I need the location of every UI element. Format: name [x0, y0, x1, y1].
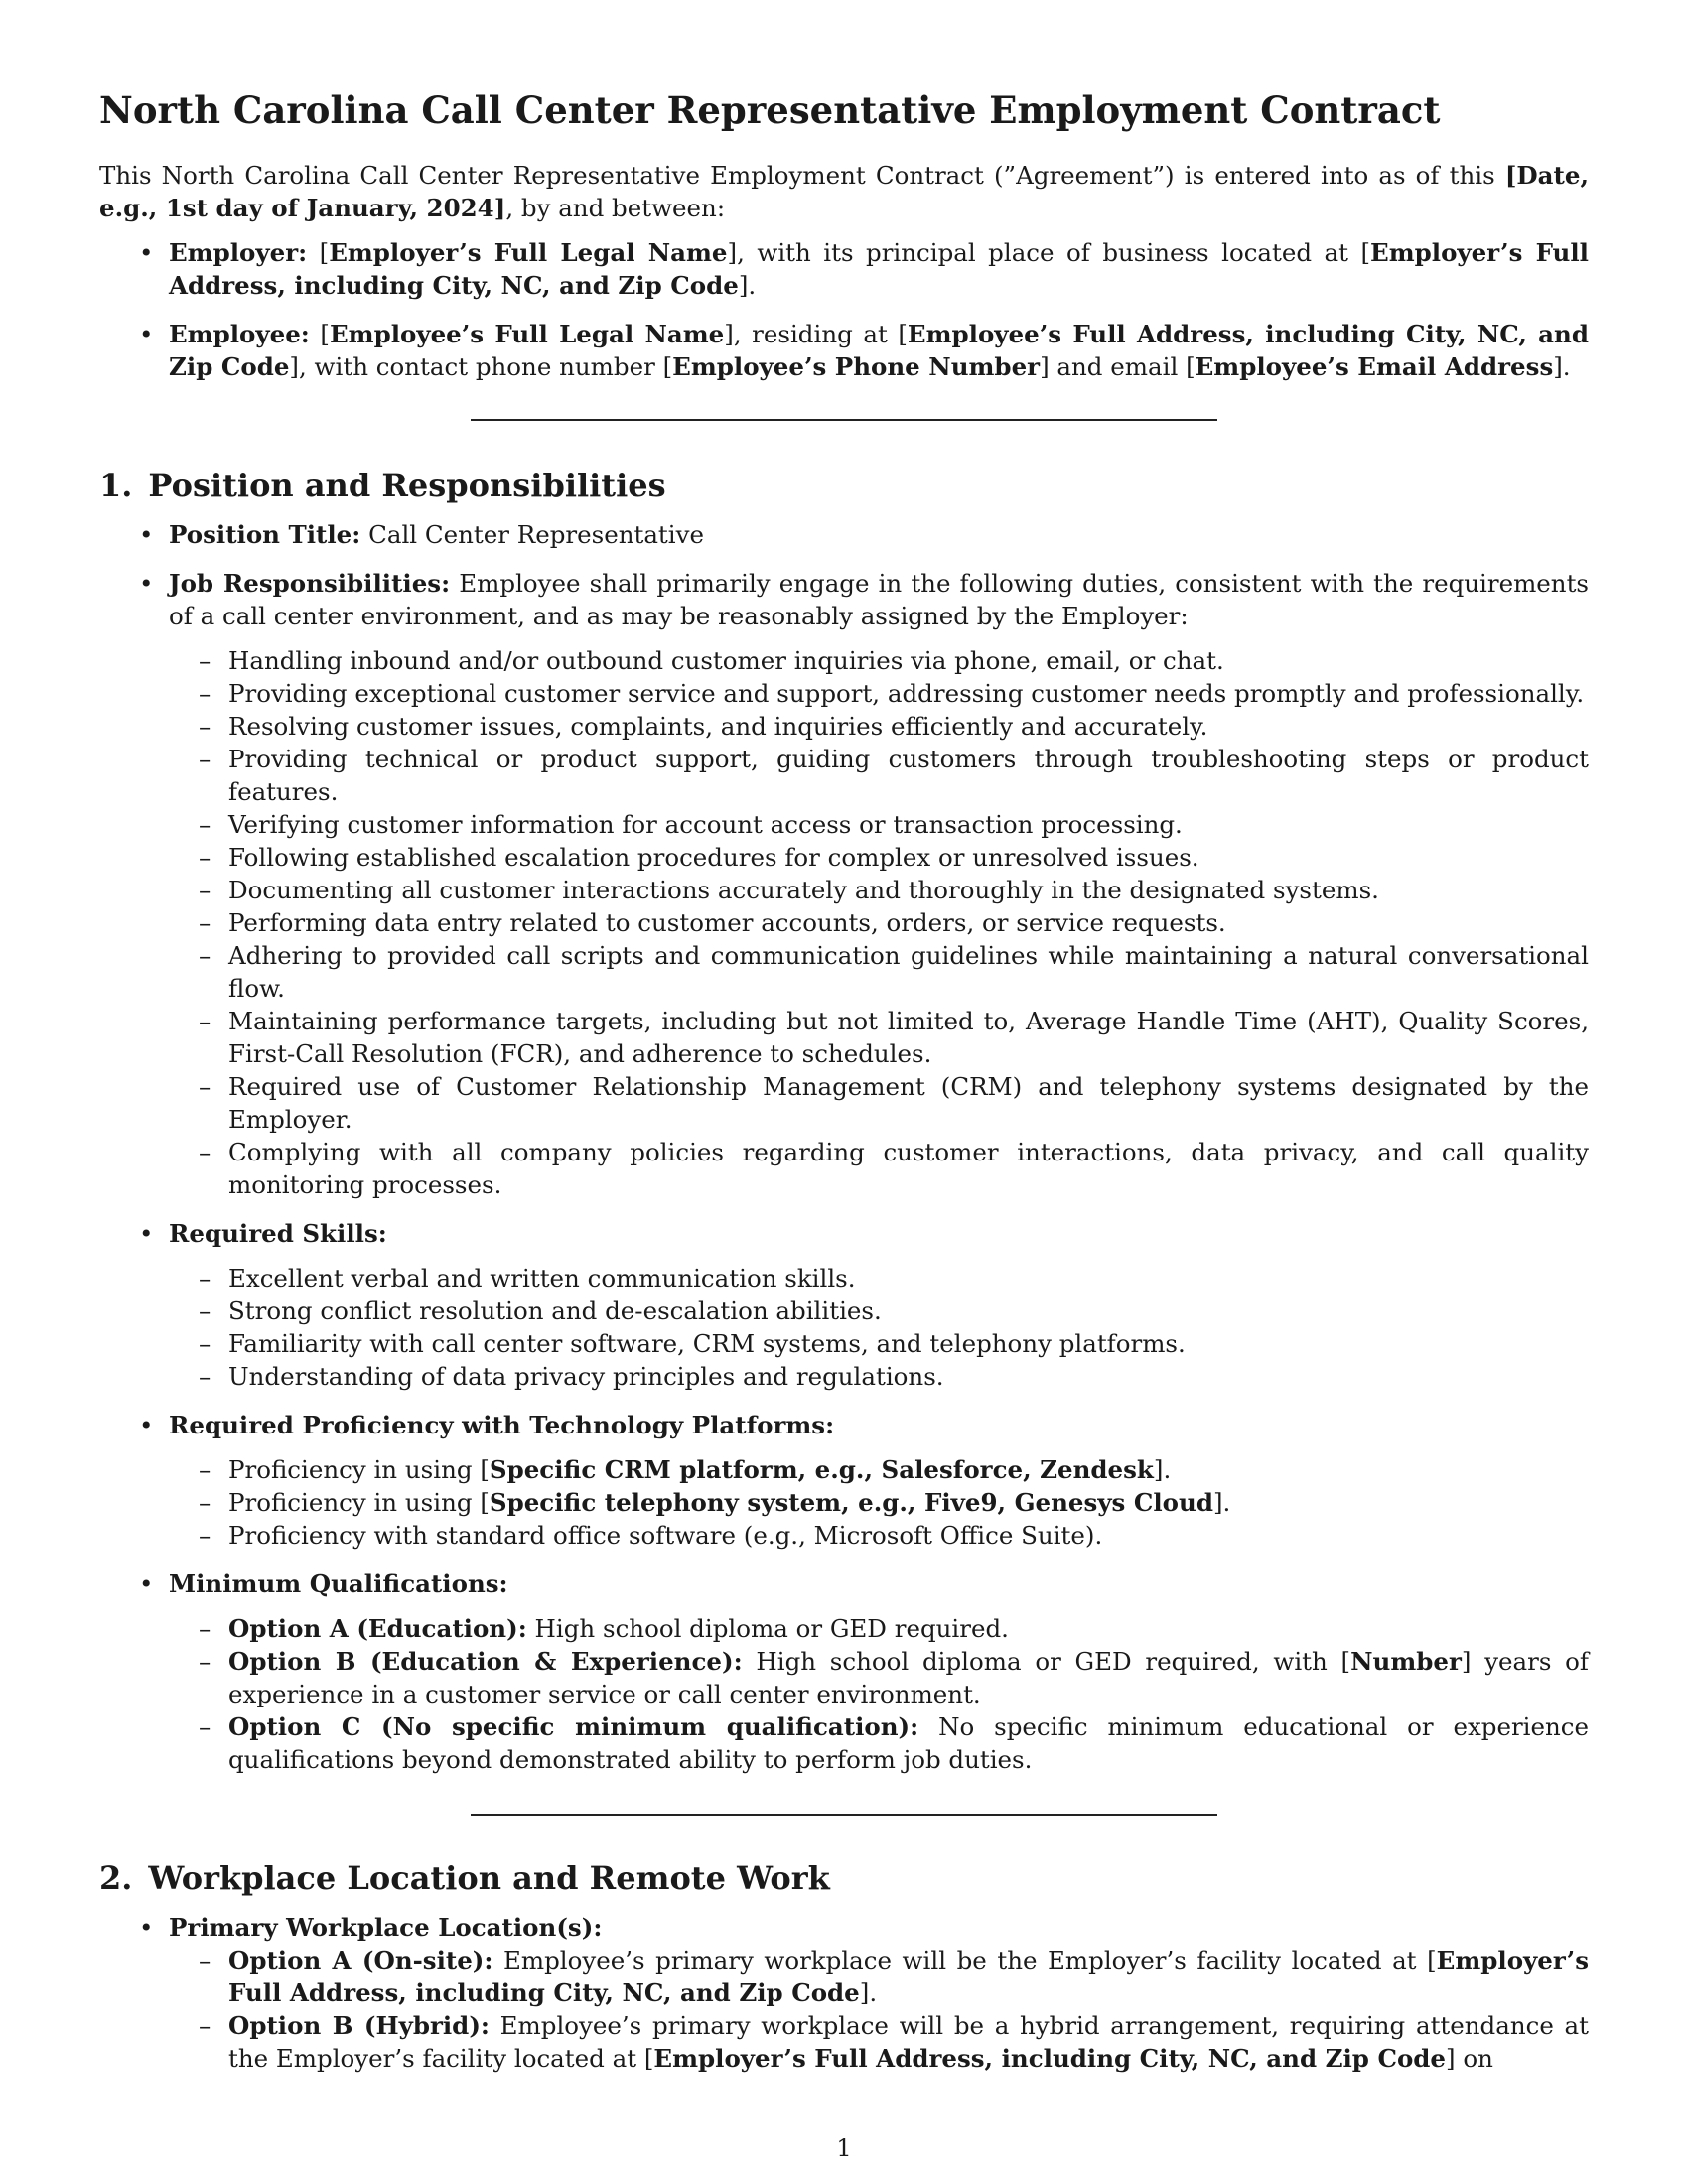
employer-party: • Employer: [Employer’s Full Legal Name], with its principal place of business located at [Employer’s Full Address, including City, NC, and Zip Code].: [99, 236, 1589, 302]
required-skills-item: • Required Skills: – Excellent verbal and written communication skills. – Strong conflict resolution and de-escalation abilities. – Familiarity with call center software, CRM systems, and telephony platforms. – Understanding of data privacy principles and regulations.: [99, 1217, 1589, 1393]
list-item: – Providing exceptional customer service and support, addressing customer needs promptly and professionally.: [169, 677, 1589, 710]
list-item: – Verifying customer information for account access or transaction processing.: [169, 808, 1589, 841]
list-item: – Option B (Education & Experience): High school diploma or GED required, with [Number] years of experience in a customer service or call center environment.: [169, 1645, 1589, 1710]
list-item: – Documenting all customer interactions accurately and thoroughly in the designated systems.: [169, 874, 1589, 906]
qualifications-list: [169, 1612, 1589, 1776]
section1-list: [99, 518, 1589, 1776]
list-item: – Handling inbound and/or outbound customer inquiries via phone, email, or chat.: [169, 644, 1589, 677]
duties-list: [169, 644, 1589, 1201]
list-item: – Excellent verbal and written communication skills.: [169, 1262, 1589, 1295]
job-responsibilities-item: • Job Responsibilities: Employee shall primarily engage in the following duties, consistent with the requirements of a call center environment, and as may be reasonably assigned by the Employer: – Handling inbound and/or outbound customer inquiries via phone, email, or chat. – Providing exceptional customer service and support, addressing customer needs promptly and professionally. – Resolving customer issues, complaints, and inquiries efficiently and accurately. – Providing technical or product support, guiding customers through troubleshooting steps or product features. – Verifying customer information for account access or transaction processing. – Following established escalation procedures for complex or unresolved issues. – Documenting all customer interactions accurately and thoroughly in the designated systems. – Performing data entry related to customer accounts, orders, or service requests. – Adhering to provided call scripts and communication guidelines while maintaining a natural conversational flow. – Maintaining performance targets, including but not limited to, Average Handle Time (AHT), Quality Scores, First-Call Resolution (FCR), and adherence to schedules. – Required use of Customer Relationship Management (CRM) and telephony systems designated by the Employer. – Complying with all company policies regarding customer interactions, data privacy, and call quality monitoring processes.: [99, 567, 1589, 1201]
list-item: – Option C (No specific minimum qualification): No specific minimum educational or experience qualifications beyond demonstrated ability to perform job duties.: [169, 1710, 1589, 1776]
list-item: – Performing data entry related to customer accounts, orders, or service requests.: [169, 906, 1589, 939]
list-item: – Option A (On-site): Employee’s primary workplace will be the Employer’s facility located at [Employer’s Full Address, including City, NC, and Zip Code].: [169, 1944, 1589, 2009]
section2-list: [99, 1911, 1589, 2075]
list-item: – Proficiency in using [Specific telephony system, e.g., Five9, Genesys Cloud].: [169, 1486, 1589, 1519]
list-item: – Required use of Customer Relationship Management (CRM) and telephony systems designated by the Employer.: [169, 1070, 1589, 1136]
list-item: – Providing technical or product support, guiding customers through troubleshooting steps or product features.: [169, 743, 1589, 808]
position-title-item: • Position Title: Call Center Representative: [99, 518, 1589, 551]
employee-party: • Employee: [Employee’s Full Legal Name], residing at [Employee’s Full Address, including City, NC, and Zip Code], with contact phone number [Employee’s Phone Number] and email [Employee’s Email Address].: [99, 318, 1589, 383]
list-item: – Familiarity with call center software, CRM systems, and telephony platforms.: [169, 1327, 1589, 1360]
section-heading-position: 1. Position and Responsibilities: [99, 467, 666, 504]
intro-paragraph: This North Carolina Call Center Representative Employment Contract (”Agreement”) is entered into as of this [Date, e.g., 1st day of January, 2024], by and between:: [99, 161, 1589, 222]
technology-proficiency-item: • Required Proficiency with Technology Platforms: – Proficiency in using [Specific CRM platform, e.g., Salesforce, Zendesk]. – Proficiency in using [Specific telephony system, e.g., Five9, Genesys Cloud]. – Proficiency with standard office software (e.g., Microsoft Office Suite).: [99, 1409, 1589, 1552]
technology-list: [169, 1453, 1589, 1552]
document-title: North Carolina Call Center Representative Employment Contract: [99, 88, 1441, 132]
list-item: – Following established escalation procedures for complex or unresolved issues.: [169, 841, 1589, 874]
list-item: – Proficiency in using [Specific CRM platform, e.g., Salesforce, Zendesk].: [169, 1453, 1589, 1486]
list-item: – Strong conflict resolution and de-escalation abilities.: [169, 1295, 1589, 1327]
list-item: – Maintaining performance targets, including but not limited to, Average Handle Time (AHT), Quality Scores, First-Call Resolution (FCR), and adherence to schedules.: [169, 1005, 1589, 1070]
document-page: [99, 87, 1589, 2091]
date-placeholder: [Date, e.g., 1st day of January, 2024]: [99, 161, 1589, 222]
list-item: – Option A (Education): High school diploma or GED required.: [169, 1612, 1589, 1645]
parties-list: [99, 236, 1589, 383]
list-item: – Complying with all company policies regarding customer interactions, data privacy, and call quality monitoring processes.: [169, 1136, 1589, 1201]
section-heading-workplace: 2. Workplace Location and Remote Work: [99, 1859, 830, 1897]
list-item: – Resolving customer issues, complaints, and inquiries efficiently and accurately.: [169, 710, 1589, 743]
minimum-qualifications-item: • Minimum Qualifications: – Option A (Education): High school diploma or GED required. – Option B (Education & Experience): High school diploma or GED required, with [Number] years of experience in a customer service or call center environment. – Option C (No specific minimum qualification): No specific minimum educational or experience qualifications beyond demonstrated ability to perform job duties.: [99, 1568, 1589, 1776]
primary-workplace-item: • Primary Workplace Location(s): – Option A (On-site): Employee’s primary workplace will be the Employer’s facility located at [Employer’s Full Address, including City, NC, and Zip Code]. – Option B (Hybrid): Employee’s primary workplace will be a hybrid arrangement, requiring attendance at the Employer’s facility located at [Employer’s Full Address, including City, NC, and Zip Code] on: [99, 1911, 1589, 2075]
skills-list: [169, 1262, 1589, 1393]
list-item: – Proficiency with standard office software (e.g., Microsoft Office Suite).: [169, 1519, 1589, 1552]
list-item: – Option B (Hybrid): Employee’s primary workplace will be a hybrid arrangement, requiring attendance at the Employer’s facility located at [Employer’s Full Address, including City, NC, and Zip Code] on: [169, 2009, 1589, 2075]
workplace-options-list: [169, 1944, 1589, 2075]
page-number: 1: [836, 2134, 852, 2162]
list-item: – Adhering to provided call scripts and communication guidelines while maintaining a natural conversational flow.: [169, 939, 1589, 1005]
list-item: – Understanding of data privacy principles and regulations.: [169, 1360, 1589, 1393]
